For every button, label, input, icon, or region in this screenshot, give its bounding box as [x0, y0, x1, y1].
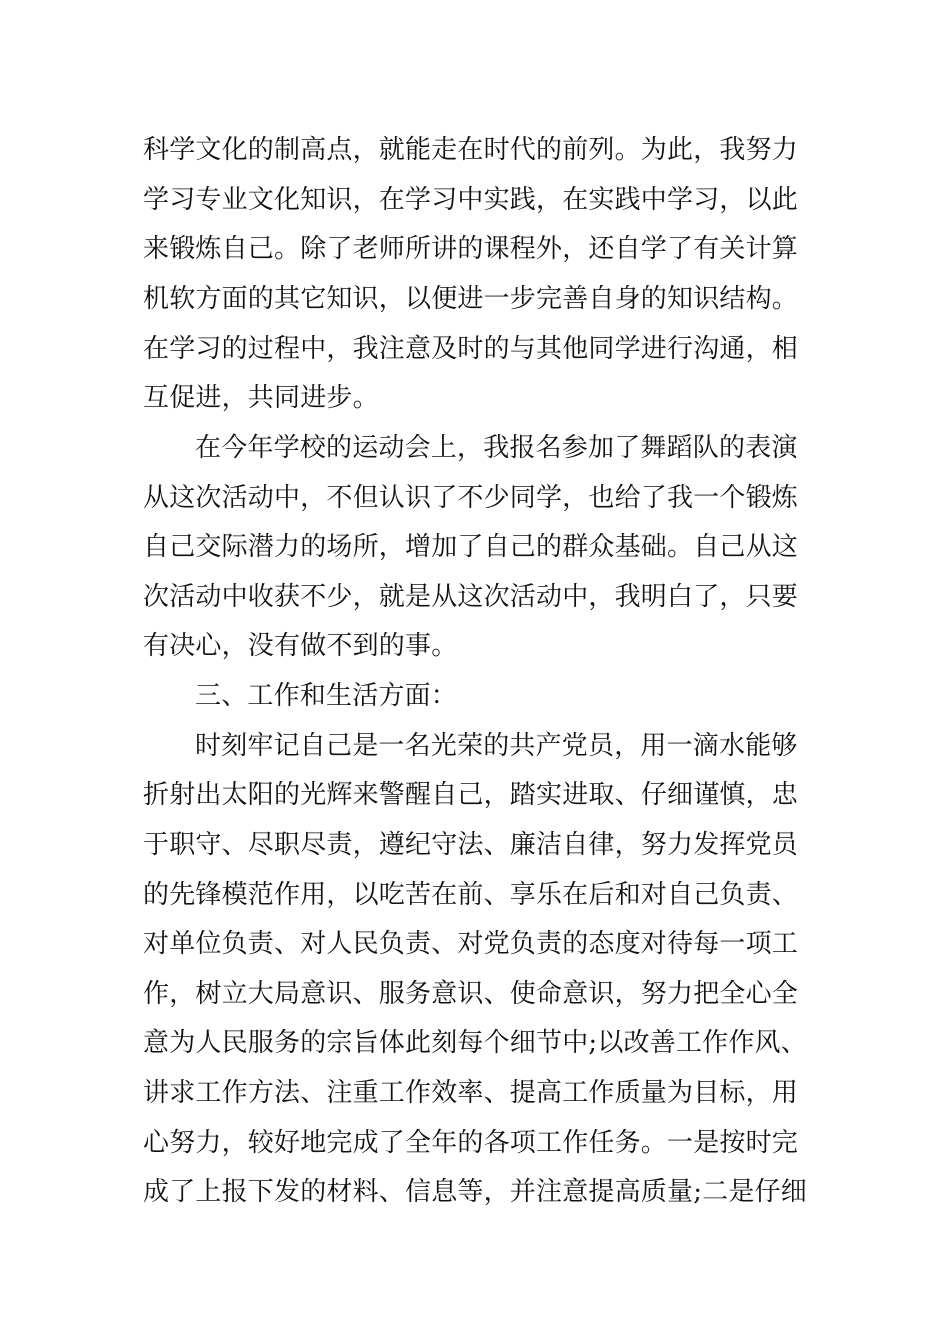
text-line: 的先锋模范作用，以吃苦在前、享乐在后和对自己负责、 [143, 880, 799, 910]
text-line: 在学习的过程中，我注意及时的与其他同学进行沟通，相 [143, 334, 799, 364]
text-line: 次活动中收获不少，就是从这次活动中，我明白了，只要 [143, 582, 799, 612]
text-line: 有决心，没有做不到的事。 [143, 631, 458, 661]
text-line: 来锻炼自己。除了老师所讲的课程外，还自学了有关计算 [143, 234, 799, 264]
text-line: 于职守、尽职尽责，遵纪守法、廉洁自律，努力发挥党员 [143, 830, 799, 860]
text-line: 讲求工作方法、注重工作效率、提高工作质量为目标，用 [143, 1078, 799, 1108]
text-line: 科学文化的制高点，就能走在时代的前列。为此，我努力 [143, 135, 799, 165]
text-line: 互促进，共同进步。 [143, 383, 379, 413]
text-line: 对单位负责、对人民负责、对党负责的态度对待每一项工 [143, 929, 799, 959]
text-line: 意为人民服务的宗旨体此刻每个细节中;以改善工作作风、 [143, 1028, 807, 1058]
text-line: 折射出太阳的光辉来警醒自己，踏实进取、仔细谨慎，忠 [143, 780, 799, 810]
text-line: 机软方面的其它知识，以便进一步完善自身的知识结构。 [143, 284, 799, 314]
text-line: 学习专业文化知识，在学习中实践，在实践中学习，以此 [143, 185, 799, 215]
text-line: 心努力，较好地完成了全年的各项工作任务。一是按时完 [143, 1128, 799, 1158]
text-line: 作，树立大局意识、服务意识、使命意识，努力把全心全 [143, 979, 799, 1009]
paragraph-first-line: 在今年学校的运动会上，我报名参加了舞蹈队的表演 [195, 433, 798, 463]
text-line: 从这次活动中，不但认识了不少同学，也给了我一个锻炼 [143, 483, 799, 513]
text-line: 自己交际潜力的场所，增加了自己的群众基础。自己从这 [143, 532, 799, 562]
text-line: 成了上报下发的材料、信息等，并注意提高质量;二是仔细 [143, 1177, 807, 1207]
section-heading: 三、工作和生活方面： [195, 681, 458, 711]
paragraph-first-line: 时刻牢记自己是一名光荣的共产党员，用一滴水能够 [195, 731, 798, 761]
